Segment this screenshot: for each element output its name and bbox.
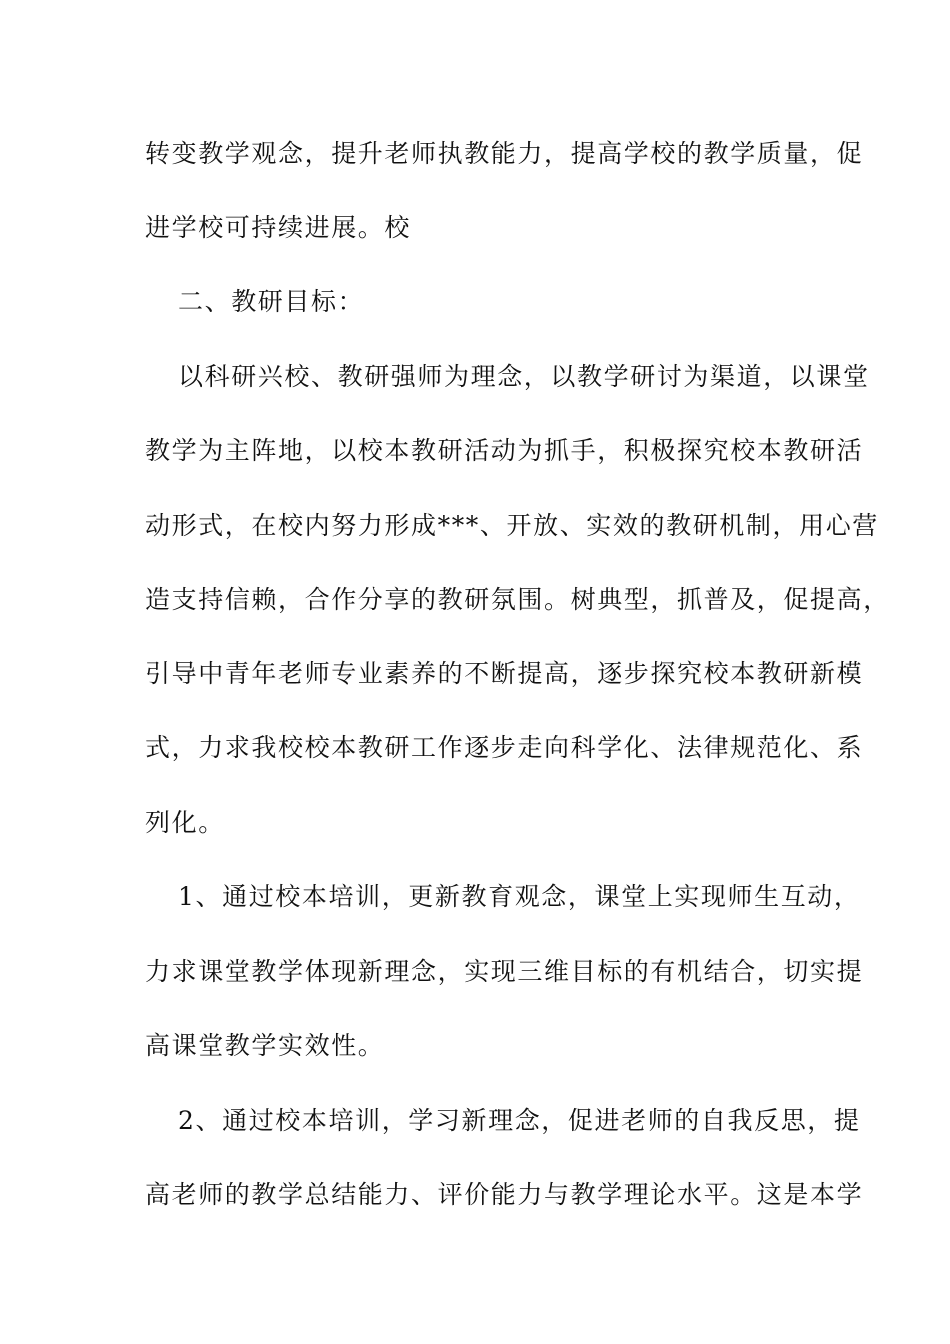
section-heading: 二、教研目标： xyxy=(178,287,365,316)
text-line: 式，力求我校校本教研工作逐步走向科学化、法律规范化、系 xyxy=(145,733,864,762)
text-line: 进学校可持续进展。校 xyxy=(145,213,412,242)
text-line: 高课堂教学实效性。 xyxy=(145,1031,385,1060)
text-line: 动形式，在校内努力形成***、开放、实效的教研机制，用心营 xyxy=(145,511,879,540)
text-line: 力求课堂教学体现新理念，实现三维目标的有机结合，切实提 xyxy=(145,957,864,986)
text-line: 高老师的教学总结能力、评价能力与教学理论水平。这是本学 xyxy=(145,1180,864,1209)
text-line: 引导中青年老师专业素养的不断提高，逐步探究校本教研新模 xyxy=(145,659,864,688)
text-line: 列化。 xyxy=(145,808,225,837)
text-line: 造支持信赖，合作分享的教研氛围。树典型，抓普及，促提高， xyxy=(145,585,890,614)
text-line: 1、通过校本培训，更新教育观念，课堂上实现师生互动， xyxy=(178,882,861,911)
text-line: 2、通过校本培训，学习新理念，促进老师的自我反思，提 xyxy=(178,1106,861,1135)
text-line: 转变教学观念，提升老师执教能力，提高学校的教学质量，促 xyxy=(145,139,864,168)
text-line: 教学为主阵地，以校本教研活动为抓手，积极探究校本教研活 xyxy=(145,436,864,465)
text-line: 以科研兴校、教研强师为理念，以教学研讨为渠道，以课堂 xyxy=(178,362,870,391)
